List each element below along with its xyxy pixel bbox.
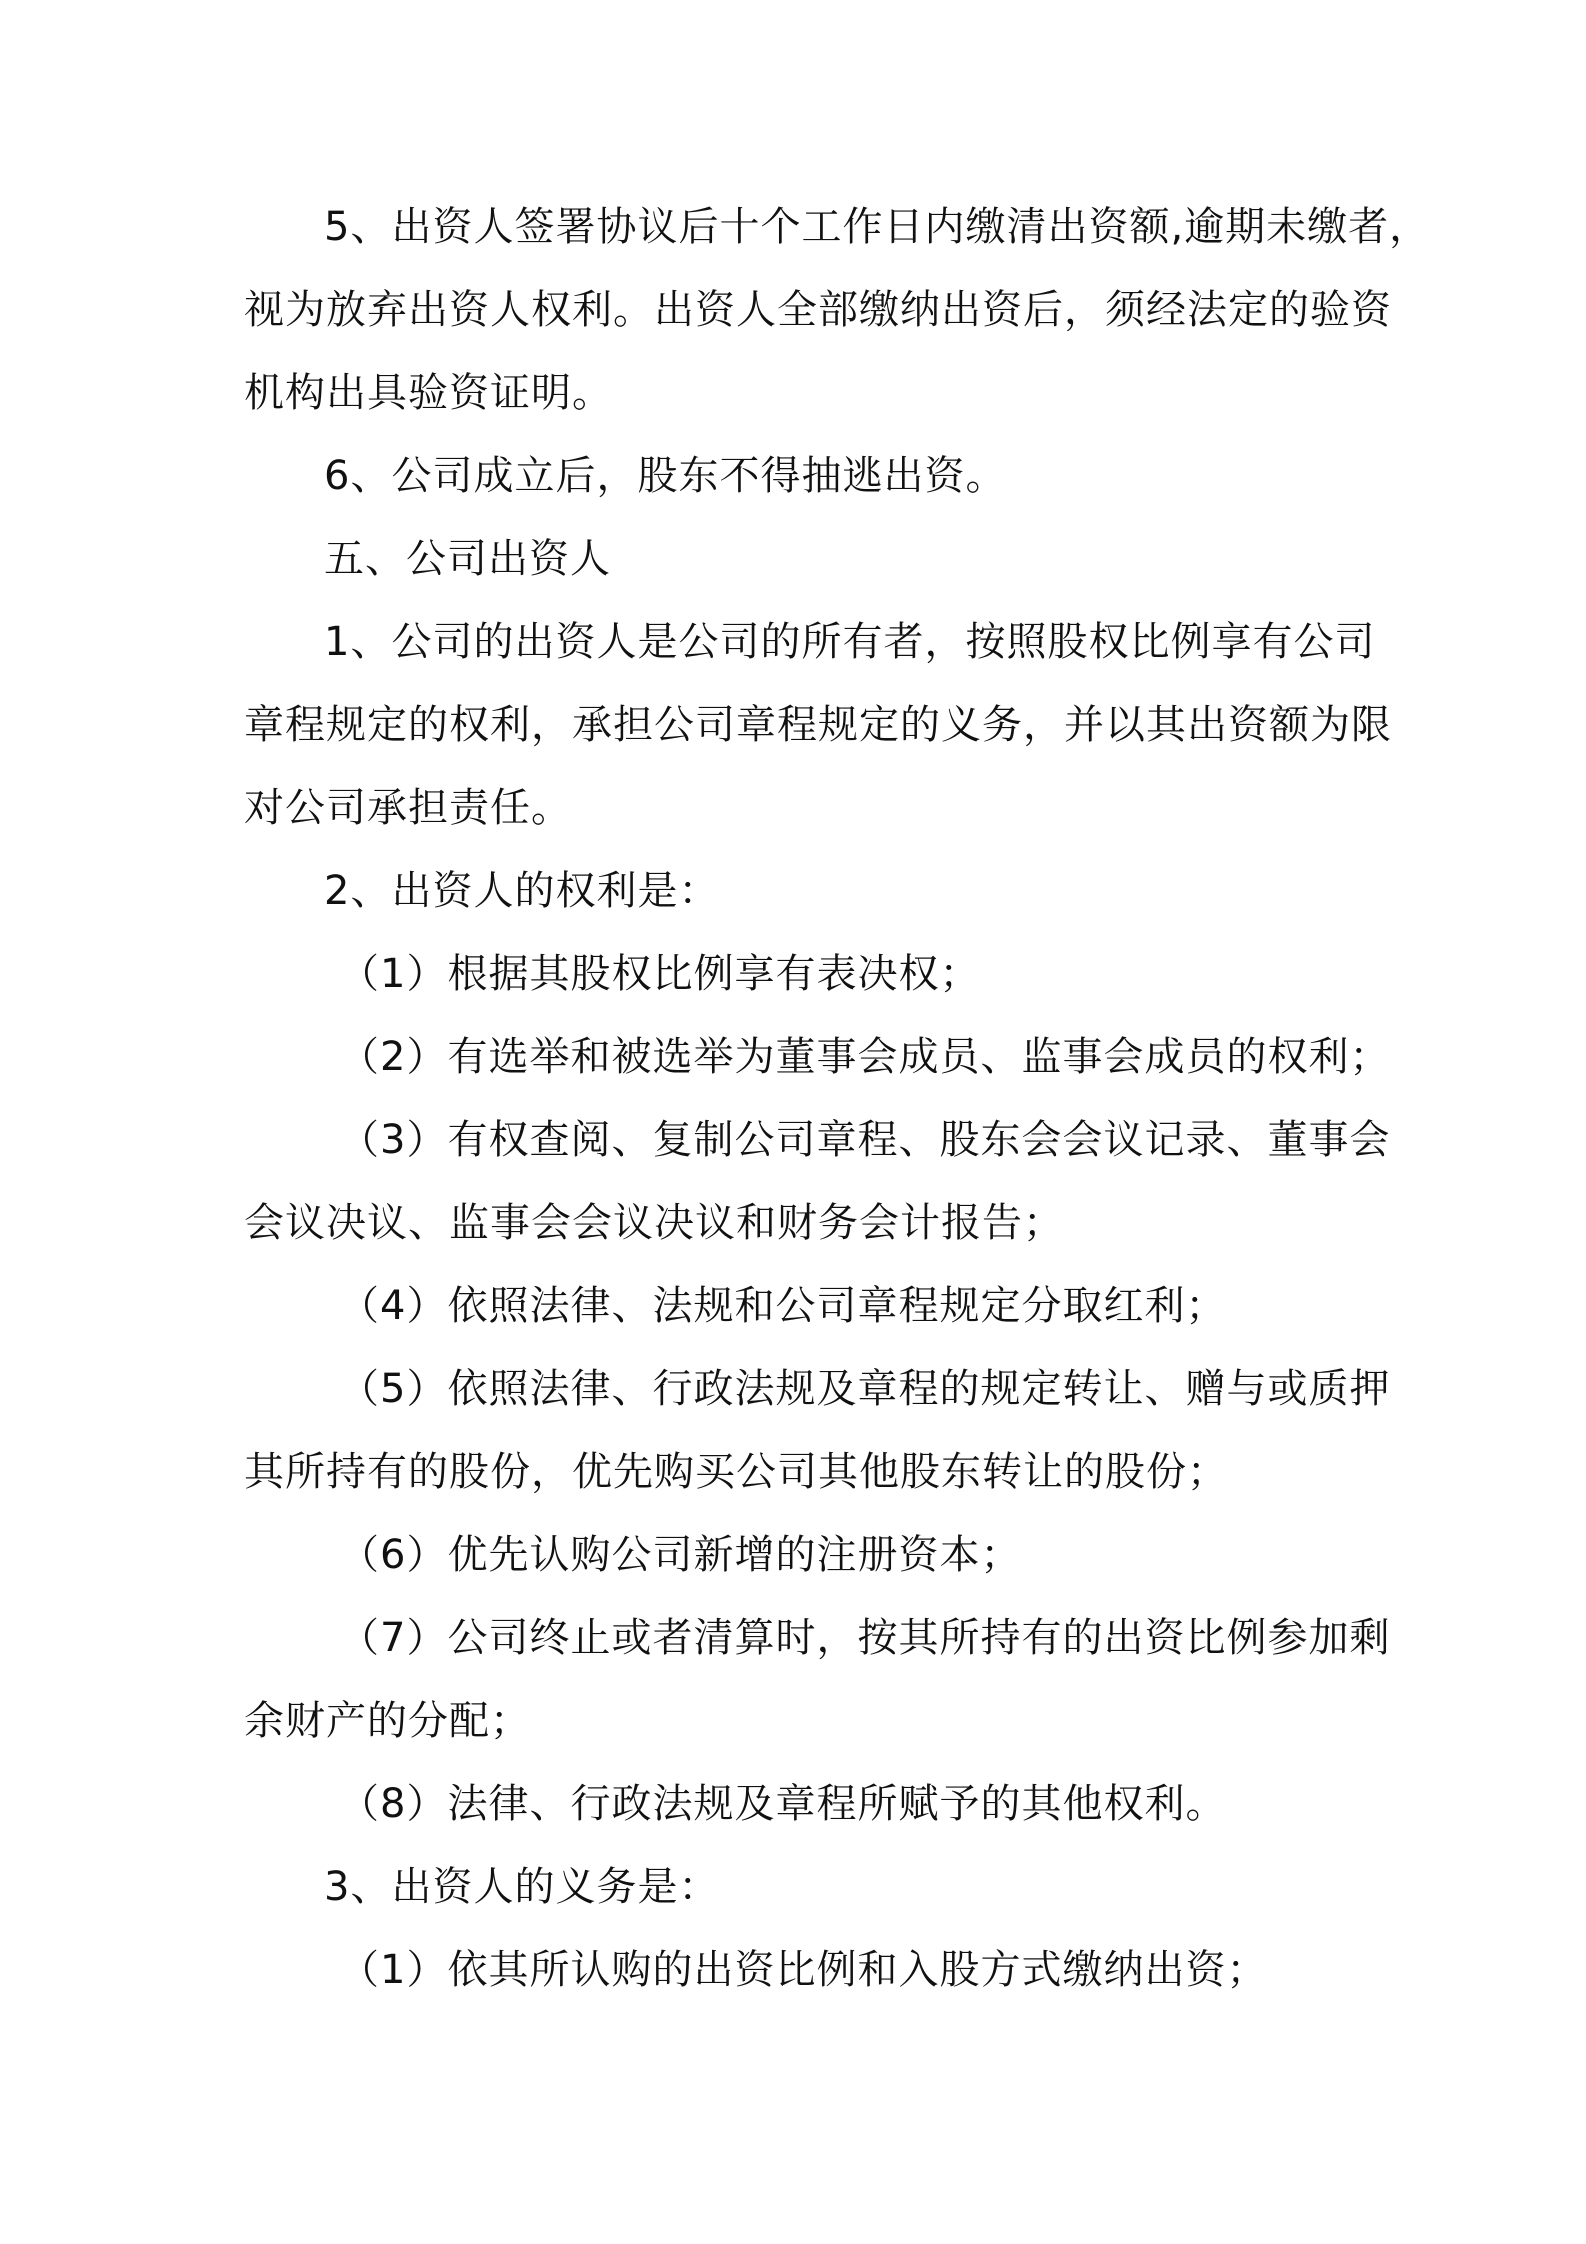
text-line: 3、出资人的义务是：	[324, 1864, 720, 1910]
text-line: （1）根据其股权比例享有表决权；	[339, 951, 981, 997]
text-line: （2）有选举和被选举为董事会成员、监事会成员的权利；	[339, 1034, 1391, 1080]
section-heading-5	[244, 518, 1364, 601]
text-line: （1）依其所认购的出资比例和入股方式缴纳出资；	[339, 1947, 1268, 1993]
right-item-8	[244, 1763, 1364, 1846]
text-line: 五、公司出资人	[324, 536, 611, 582]
text-line: （6）优先认购公司新增的注册资本；	[339, 1532, 1022, 1578]
paragraph-2	[244, 850, 1364, 933]
right-item-1	[244, 933, 1364, 1016]
right-item-7	[244, 1597, 1391, 1763]
paragraph-6	[244, 435, 1364, 518]
text-line: 2、出资人的权利是：	[324, 868, 720, 914]
text-line: （5）依照法律、行政法规及章程的规定转让、赠与或质押	[339, 1366, 1391, 1412]
text-line: 5、出资人签署协议后十个工作日内缴清出资额,逾期未缴者，	[324, 204, 1431, 250]
text-line: 机构出具验资证明。	[244, 370, 613, 416]
text-line: 其所持有的股份，优先购买公司其他股东转让的股份；	[244, 1449, 1228, 1495]
right-item-3	[244, 1099, 1391, 1265]
text-line: 视为放弃出资人权利。出资人全部缴纳出资后，须经法定的验资	[244, 287, 1392, 333]
text-line: （3）有权查阅、复制公司章程、股东会会议记录、董事会	[339, 1117, 1391, 1163]
right-item-4	[244, 1265, 1364, 1348]
obligation-item-1	[244, 1929, 1364, 2012]
paragraph-3	[244, 1846, 1364, 1929]
text-line: 6、公司成立后，股东不得抽逃出资。	[324, 453, 1007, 499]
text-line: 会议决议、监事会会议决议和财务会计报告；	[244, 1200, 1064, 1246]
text-line: 章程规定的权利，承担公司章程规定的义务，并以其出资额为限	[244, 702, 1392, 748]
text-line: （7）公司终止或者清算时，按其所持有的出资比例参加剩	[339, 1615, 1391, 1661]
text-line: （8）法律、行政法规及章程所赋予的其他权利。	[339, 1781, 1227, 1827]
paragraph-5	[244, 186, 1431, 435]
right-item-5	[244, 1348, 1391, 1514]
text-line: 1、公司的出资人是公司的所有者，按照股权比例享有公司	[324, 619, 1376, 665]
right-item-2	[244, 1016, 1391, 1099]
text-line: 对公司承担责任。	[244, 785, 572, 831]
text-line: 余财产的分配；	[244, 1698, 531, 1744]
right-item-6	[244, 1514, 1364, 1597]
paragraph-1	[244, 601, 1392, 850]
text-line: （4）依照法律、法规和公司章程规定分取红利；	[339, 1283, 1227, 1329]
